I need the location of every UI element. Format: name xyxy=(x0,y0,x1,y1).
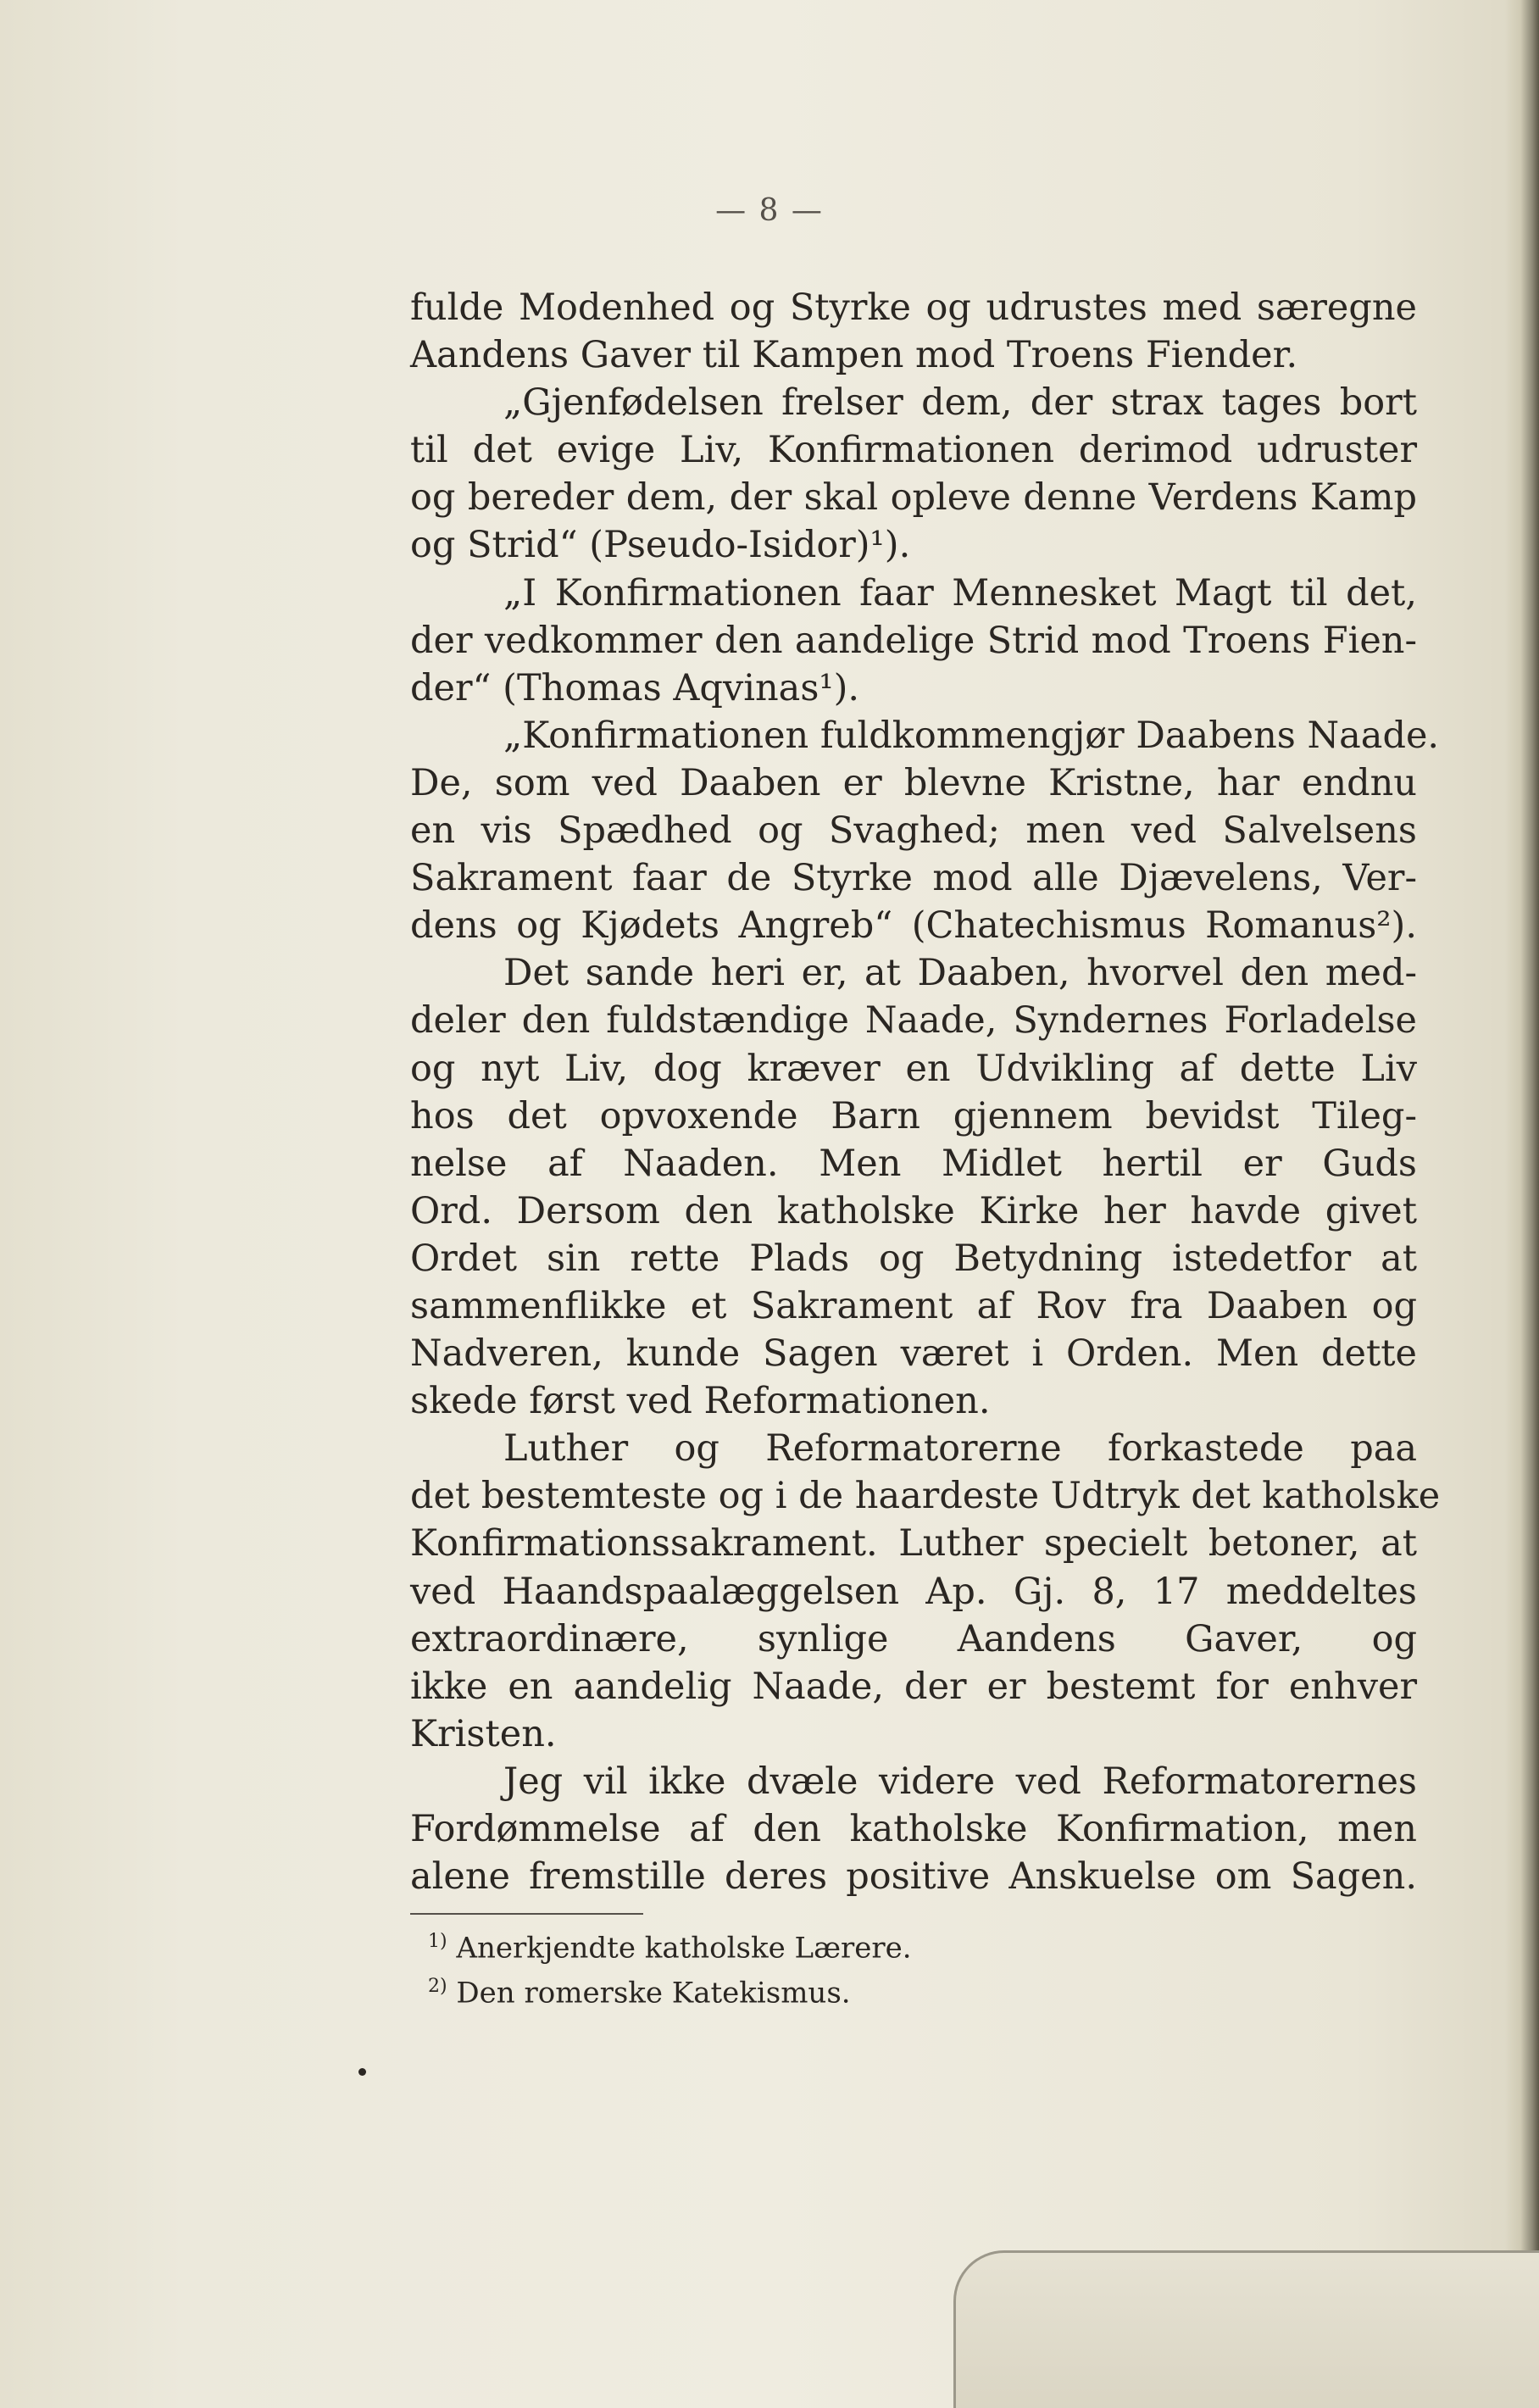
text-line: Aandens Gaver til Kampen mod Troens Fiender. xyxy=(410,334,1298,377)
text-line: og bereder dem, der skal opleve denne Verdens Kamp xyxy=(410,476,1417,520)
text-line: Konfirmationssakrament. Luther specielt betoner, at xyxy=(410,1522,1417,1565)
footnote-text: Den romerske Katekismus. xyxy=(456,1976,851,2010)
text-line: der“ (Thomas Aqvinas¹). xyxy=(410,666,860,709)
text-line: Jeg vil ikke dvæle videre ved Reformatorernes xyxy=(503,1760,1417,1803)
text-line: Kristen. xyxy=(410,1712,557,1755)
footnote-2 xyxy=(428,1967,1191,2012)
footnote-mark: 1) xyxy=(428,1931,447,1952)
footnote-1 xyxy=(428,1922,1191,1967)
text-line: Ord. Dersom den katholske Kirke her havde givet xyxy=(410,1189,1417,1232)
text-line: Fordømmelse af den katholske Konfirmation, men xyxy=(410,1808,1417,1850)
text-line: Nadveren, kunde Sagen været i Orden. Men dette xyxy=(410,1332,1417,1376)
text-line: til det evige Liv, Konfirmationen derimod udruster xyxy=(410,429,1417,472)
text-line: og nyt Liv, dog kræver en Udvikling af dette Liv xyxy=(410,1047,1417,1090)
text-line: der vedkommer den aandelige Strid mod Troens Fien- xyxy=(410,619,1417,662)
page-corner-tab xyxy=(953,2250,1539,2408)
footnote-divider xyxy=(410,1913,643,1915)
text-line: „Konfirmationen fuldkommengjør Daabens Naade. xyxy=(503,714,1440,757)
text-line: Ordet sin rette Plads og Betydning istedetfor at xyxy=(410,1237,1417,1280)
footnote-text: Anerkjendte katholske Lærere. xyxy=(456,1931,912,1966)
text-line: extraordinære, synlige Aandens Gaver, og xyxy=(410,1617,1417,1660)
text-line: Det sande heri er, at Daaben, hvorvel den med- xyxy=(503,952,1417,995)
text-line: „I Konfirmationen faar Mennesket Magt til det, xyxy=(503,571,1417,615)
text-line: nelse af Naaden. Men Midlet hertil er Guds xyxy=(410,1142,1417,1185)
text-line: De, som ved Daaben er blevne Kristne, har endnu xyxy=(410,761,1417,804)
text-line: og Strid“ (Pseudo-Isidor)¹). xyxy=(410,524,911,567)
text-line: dens og Kjødets Angreb“ (Chatechismus Romanus²). xyxy=(410,904,1417,948)
footnote-mark: 2) xyxy=(428,1976,447,1998)
text-line: ved Haandspaalæggelsen Ap. Gj. 8, 17 meddeltes xyxy=(410,1570,1417,1613)
ink-spot xyxy=(358,2068,366,2076)
text-line: Sakrament faar de Styrke mod alle Djævelens, Ver- xyxy=(410,857,1417,900)
page-number: — 8 — xyxy=(715,193,824,228)
text-line: hos det opvoxende Barn gjennem bevidst Tileg- xyxy=(410,1094,1417,1137)
text-line: alene fremstille deres positive Anskuelse om Sagen. xyxy=(410,1855,1417,1899)
text-line: skede først ved Reformationen. xyxy=(410,1380,991,1423)
text-line: det bestemteste og i de haardeste Udtryk det katholske xyxy=(410,1475,1441,1518)
text-line: sammenflikke et Sakrament af Rov fra Daaben og xyxy=(410,1284,1417,1327)
text-line: deler den fuldstændige Naade, Syndernes Forladelse xyxy=(410,999,1417,1043)
text-line: ikke en aandelig Naade, der er bestemt for enhver xyxy=(410,1665,1417,1708)
text-line: Luther og Reformatorerne forkastede paa xyxy=(503,1427,1417,1471)
footnotes xyxy=(428,1922,1191,2013)
text-line: fulde Modenhed og Styrke og udrustes med særegne xyxy=(410,286,1417,329)
text-line: en vis Spædhed og Svaghed; men ved Salvelsens xyxy=(410,809,1417,853)
body-text xyxy=(410,284,1441,1900)
page-edge-shadow xyxy=(1505,0,1539,2408)
text-line: „Gjenfødelsen frelser dem, der strax tages bort xyxy=(503,381,1417,425)
